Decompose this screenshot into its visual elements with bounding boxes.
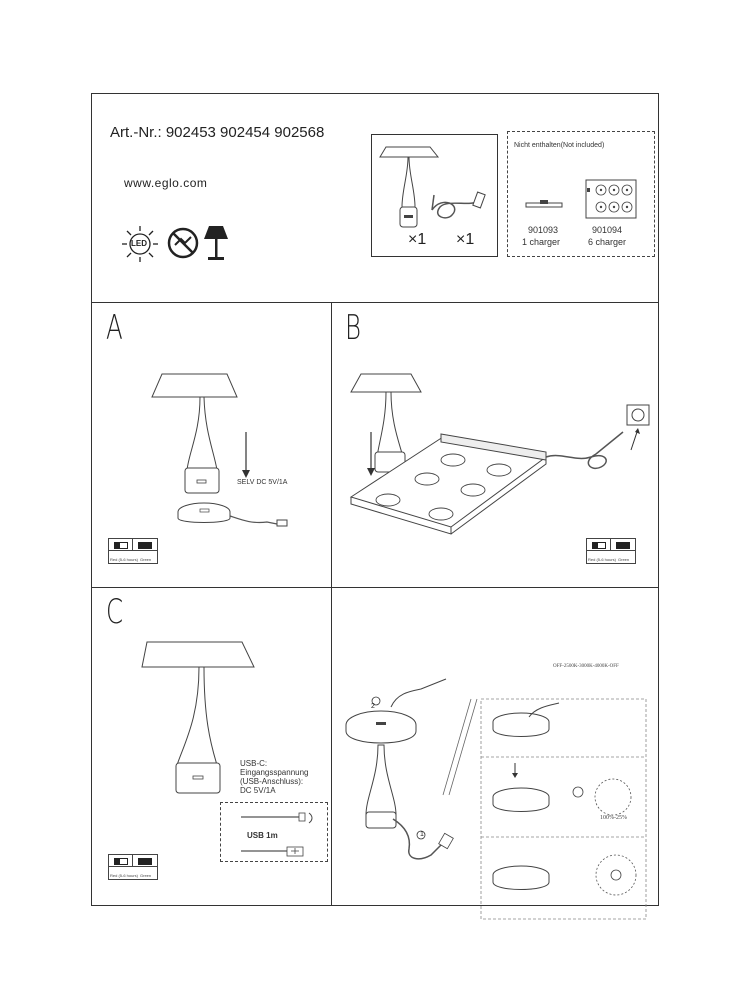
panel-a-letter: A — [106, 308, 123, 348]
status-green-label: Green — [618, 557, 630, 562]
package-contents-box — [371, 134, 498, 257]
usb-c-input-label: USB-C: Eingangsspannung (USB-Anschluss): DC 5V/1A — [240, 759, 309, 795]
panel-b-letter: B — [345, 308, 362, 348]
panel-a-charge-status — [108, 538, 158, 564]
website-link[interactable]: www.eglo.com — [124, 176, 208, 190]
charger-6-desc: 6 charger — [588, 237, 627, 247]
instruction-sheet — [91, 93, 659, 906]
led-symbol — [120, 224, 160, 264]
panel-b-charge-status — [586, 538, 636, 564]
charger-6-code: 901094 — [592, 225, 623, 235]
table-lamp-icon — [202, 224, 230, 262]
usb-cable-box — [220, 802, 328, 862]
battery-low-icon — [587, 539, 611, 551]
dimming-range: 100%-25% — [600, 815, 627, 821]
battery-low-icon — [109, 539, 133, 551]
six-charger-icon — [586, 180, 636, 220]
article-numbers: Art.-Nr.: 902453 902454 902568 — [110, 124, 325, 141]
panel-a-power-label: SELV DC 5V/1A — [237, 479, 288, 486]
status-green-label: Green — [140, 557, 152, 562]
status-red-label: Red (5-6 hours) — [110, 873, 139, 878]
battery-full-icon — [611, 539, 635, 551]
charger-1-code: 901093 — [528, 225, 559, 235]
panel-c-charge-status — [108, 854, 158, 880]
step-two-marker: 2 — [371, 703, 375, 710]
panel-d-illustration — [331, 587, 660, 907]
usb-length-label: USB 1m — [247, 831, 278, 840]
no-dimmer-icon — [166, 226, 200, 260]
panel-c-letter: C — [106, 592, 124, 632]
lamp-with-cable-illustration — [372, 135, 499, 258]
charger-1-desc: 1 charger — [522, 237, 561, 247]
not-included-title: Nicht enthalten(Not included) — [514, 142, 605, 149]
cable-quantity: ×1 — [456, 231, 475, 248]
battery-full-icon — [133, 539, 157, 551]
led-label: LED — [131, 239, 147, 248]
status-green-label: Green — [140, 873, 152, 878]
battery-full-icon — [133, 855, 157, 867]
lamp-quantity: ×1 — [408, 231, 427, 248]
single-charger-icon — [526, 198, 562, 210]
battery-low-icon — [109, 855, 133, 867]
step-one-marker: 1 — [420, 831, 424, 838]
color-temperature-sequence: OFF-2500K-3000K-4000K-OFF — [553, 664, 619, 669]
status-red-label: Red (5-6 hours) — [588, 557, 617, 562]
not-included-box — [507, 131, 655, 257]
status-red-label: Red (5-6 hours) — [110, 557, 139, 562]
